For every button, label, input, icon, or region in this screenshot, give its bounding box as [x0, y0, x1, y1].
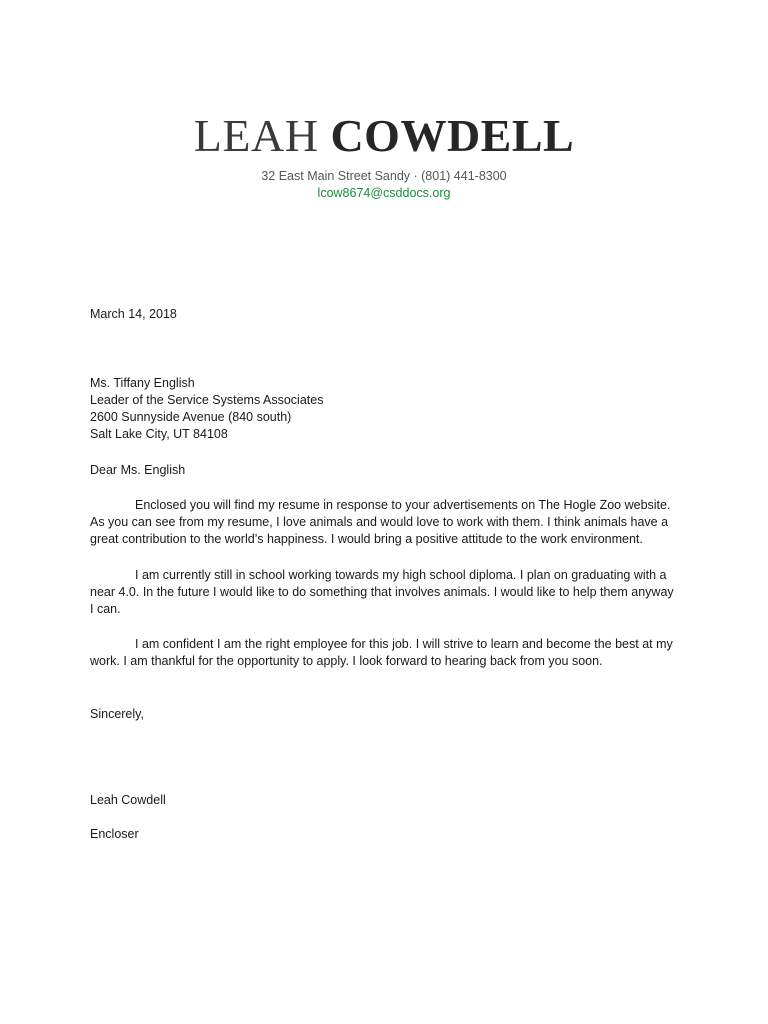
closing: Sincerely, — [90, 707, 144, 721]
recipient-street: 2600 Sunnyside Avenue (840 south) — [90, 410, 292, 424]
sender-email: lcow8674@csddocs.org — [317, 186, 451, 200]
recipient-title: Leader of the Service Systems Associates — [90, 393, 324, 407]
letterhead — [0, 110, 768, 202]
paragraph-text: Enclosed you will find my resume in response to your advertisements on The Hogle Zoo website. As you can see from my resume, I love animals and would love to work with them. I think animals have a great contribution to the world’s happiness. I would bring a positive attitude to the work environment. — [90, 498, 671, 546]
salutation: Dear Ms. English — [90, 463, 186, 477]
sender-address: 32 East Main Street Sandy · (801) 441-8300 — [261, 169, 507, 183]
enclosure-note: Encloser — [90, 827, 139, 841]
body-paragraph — [90, 567, 680, 618]
body-paragraph — [90, 497, 680, 548]
body-paragraph — [90, 636, 680, 670]
sender-last-name: COWDELL — [330, 110, 575, 161]
sender-first-name: LEAH — [193, 110, 319, 161]
letter-date: March 14, 2018 — [90, 307, 177, 321]
paragraph-text: I am confident I am the right employee for this job. I will strive to learn and become the best at my work. I am thankful for the opportunity to apply. I look forward to hearing back from you soon. — [90, 637, 673, 668]
recipient-city: Salt Lake City, UT 84108 — [90, 427, 228, 441]
recipient-address — [90, 375, 680, 443]
sender-name — [0, 110, 768, 162]
paragraph-text: I am currently still in school working towards my high school diploma. I plan on graduating with a near 4.0. In the future I would like to do something that involves animals. I would like to help them anyway I can. — [90, 568, 674, 616]
recipient-name: Ms. Tiffany English — [90, 376, 195, 390]
signature-name: Leah Cowdell — [90, 793, 166, 807]
